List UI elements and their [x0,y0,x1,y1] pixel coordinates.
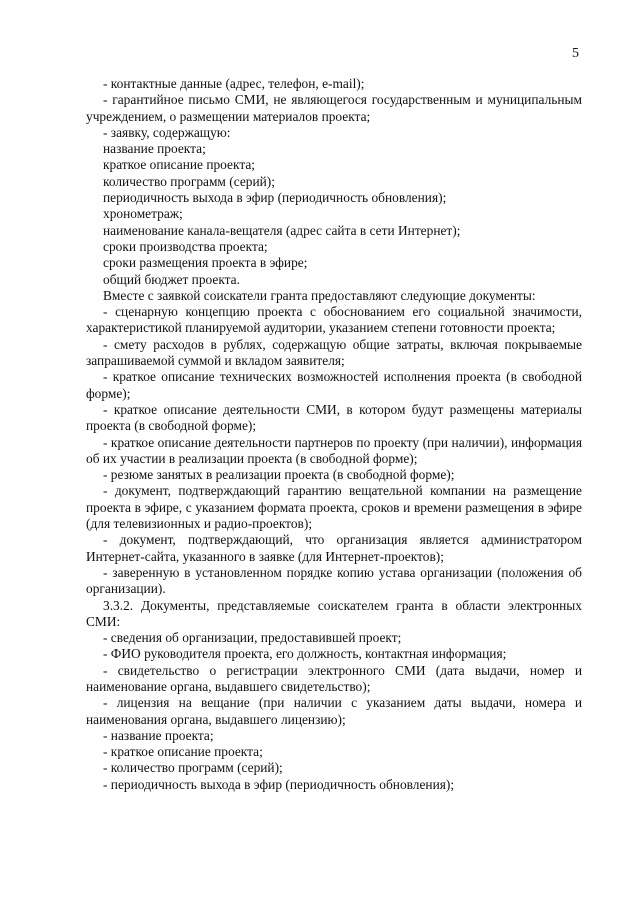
paragraph: - документ, подтверждающий гарантию вещательной компании на размещение проекта в эфире, с указанием формата проекта, сроков и времени размещения в эфире (для телевизионных и радио-проектов); [86,483,582,532]
paragraph: - заверенную в установленном порядке копию устава организации (положения об организации). [86,564,582,597]
paragraph: - сведения об организации, предоставившей проект; [103,630,402,646]
paragraph: - документ, подтверждающий, что организация является администратором Интернет-сайта, указанного в заявке (для Интернет-проектов); [86,532,582,564]
paragraph: периодичность выхода в эфир (периодичность обновления); [103,190,447,206]
paragraph: - контактные данные (адрес, телефон, e-mail); [103,76,365,91]
paragraph: - краткое описание деятельности СМИ, в котором будут размещены материалы проекта (в свободной форме); [86,401,582,434]
paragraph: - краткое описание технических возможностей исполнения проекта (в свободной форме); [86,369,582,401]
page-number: 5 [572,46,579,61]
paragraph: - краткое описание проекта; [103,744,263,760]
document-body [86,76,582,793]
paragraph: - гарантийное письмо СМИ, не являющегося государственным и муниципальным учреждением, о размещении материалов проекта; [86,92,582,124]
paragraph: хронометраж; [103,206,183,222]
paragraph: - название проекта; [103,727,214,743]
section-heading-3-3-2: 3.3.2. Документы, представляемые соискателем гранта в области электронных СМИ: [86,597,582,629]
paragraph: - свидетельство о регистрации электронного СМИ (дата выдачи, номер и наименование органа, выдавшего свидетельство); [86,662,582,694]
paragraph: общий бюджет проекта. [103,271,240,287]
paragraph: Вместе с заявкой соискатели гранта предоставляют следующие документы: [103,287,536,303]
paragraph: сроки размещения проекта в эфире; [103,255,308,271]
paragraph: - количество программ (серий); [103,760,283,776]
paragraph: - лицензия на вещание (при наличии с указанием даты выдачи, номера и наименования органа, выдавшего лицензию); [86,695,582,727]
paragraph: - ФИО руководителя проекта, его должность, контактная информация; [103,646,507,662]
paragraph: - заявку, содержащую: [103,124,231,140]
paragraph: сроки производства проекта; [103,238,268,254]
paragraph: - смету расходов в рублях, содержащую общие затраты, включая покрываемые запрашиваемой суммой и вкладом заявителя; [86,336,582,369]
paragraph: краткое описание проекта; [103,157,255,173]
paragraph: - краткое описание деятельности партнеров по проекту (при наличии), информация об их участии в реализации проекта (в свободной форме); [86,434,582,466]
paragraph: название проекта; [103,141,206,157]
paragraph: - резюме занятых в реализации проекта (в свободной форме); [103,467,455,483]
paragraph: - периодичность выхода в эфир (периодичность обновления); [103,776,455,792]
paragraph: наименование канала-вещателя (адрес сайта в сети Интернет); [103,222,461,238]
paragraph: количество программ (серий); [103,173,275,189]
paragraph: - сценарную концепцию проекта с обоснованием его социальной значимости, характеристикой планируемой аудитории, указанием степени готовности проекта; [86,304,582,336]
